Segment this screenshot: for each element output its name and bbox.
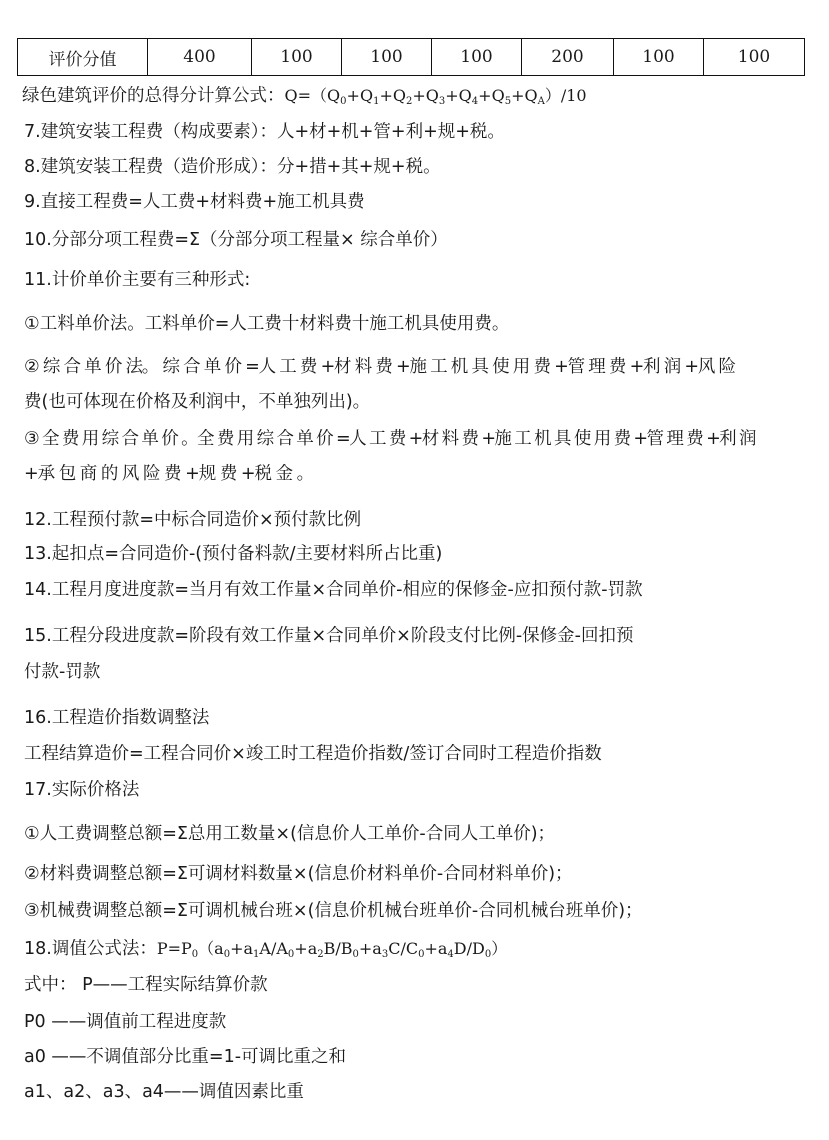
table-row: [18, 39, 805, 76]
score-header-cell: 评价分值: [18, 39, 148, 76]
line-12: 12.工程预付款=中标合同造价×预付款比例: [24, 510, 362, 530]
line-18c: a0 ——不调值部分比重=1-可调比重之和: [24, 1047, 347, 1067]
score-cell: 100: [704, 39, 805, 76]
line-8: 8.建筑安装工程费（造价形成）：分+措+其+规+税。: [24, 157, 441, 177]
green-score-formula: [22, 84, 587, 108]
line-18d: a1、a2、a3、a4——调值因素比重: [24, 1082, 304, 1102]
line-11b-1: ② 综 合 单 价 法。 综 合 单 价 =人 工 费 +材 料 费 +施 工 机 具 使 用 费 +管 理 费 +利 润 +风 险: [24, 357, 735, 377]
line-18-label: 18.调值公式法：: [24, 939, 157, 959]
line-17a: ①人工费调整总额=Σ总用工数量×(信息价人工单价-合同人工单价)；: [24, 824, 556, 844]
line-17c: ③机械费调整总额=Σ可调机械台班×(信息价机械台班单价-合同机械台班单价)；: [24, 901, 643, 921]
line-15-1: 15.工程分段进度款=阶段有效工作量×合同单价×阶段支付比例-保修金-回扣预: [24, 626, 634, 646]
line-10: 10.分部分项工程费=Σ（分部分项工程量× 综合单价）: [24, 230, 448, 250]
score-cell: 400: [148, 39, 252, 76]
line-7: 7.建筑安装工程费（构成要素）：人+材+机+管+利+规+税。: [24, 122, 505, 142]
line-18a: 式中： P——工程实际结算价款: [24, 975, 268, 995]
line-18-formula: $P=P_0(a_0+a_1A/A_0+a_2B/B_0+a_3C/C_0+a_4D/D_0)$: [156, 939, 508, 960]
line-18: [24, 937, 507, 961]
line-13: 13.起扣点=合同造价-(预付备料款/主要材料所占比重): [24, 544, 443, 564]
line-11c-1: ③ 全 费 用 综 合 单 价 。全 费 用 综 合 单 价 =人 工 费 +材 料 费 +施 工 机 具 使 用 费 +管 理 费 +利 润: [24, 429, 755, 449]
line-17: 17.实际价格法: [24, 780, 140, 800]
score-cell: 100: [614, 39, 704, 76]
score-cell: 100: [252, 39, 342, 76]
line-14: 14.工程月度进度款=当月有效工作量×合同单价-相应的保修金-应扣预付款-罚款: [24, 580, 643, 600]
line-16a: 工程结算造价=工程合同价×竣工时工程造价指数/签订合同时工程造价指数: [24, 744, 602, 764]
line-9: 9.直接工程费=人工费+材料费+施工机具费: [24, 192, 365, 212]
line-17b: ②材料费调整总额=Σ可调材料数量×(信息价材料单价-合同材料单价)；: [24, 864, 573, 884]
score-cell: 100: [342, 39, 432, 76]
line-11b-2: 费(也可体现在价格及利润中，不单独列出)。: [24, 392, 371, 412]
score-table: [17, 38, 805, 76]
line-16: 16.工程造价指数调整法: [24, 708, 210, 728]
score-cell: 200: [522, 39, 614, 76]
line-18b: P0 ——调值前工程进度款: [24, 1012, 227, 1032]
line-11a: ①工料单价法。工料单价=人工费十材料费十施工机具使用费。: [24, 314, 510, 334]
line-11c-2: +承 包 商 的 风 险 费 +规 费 +税 金 。: [24, 464, 314, 484]
green-formula-label: 绿色建筑评价的总得分计算公式：: [22, 86, 285, 106]
green-formula-expr: $Q=(Q_0+Q_1+Q_2+Q_3+Q_4+Q_5+Q_A)/10$: [284, 86, 587, 107]
line-15-2: 付款-罚款: [24, 662, 101, 682]
score-cell: 100: [432, 39, 522, 76]
line-11: 11.计价单价主要有三种形式:: [24, 270, 251, 290]
